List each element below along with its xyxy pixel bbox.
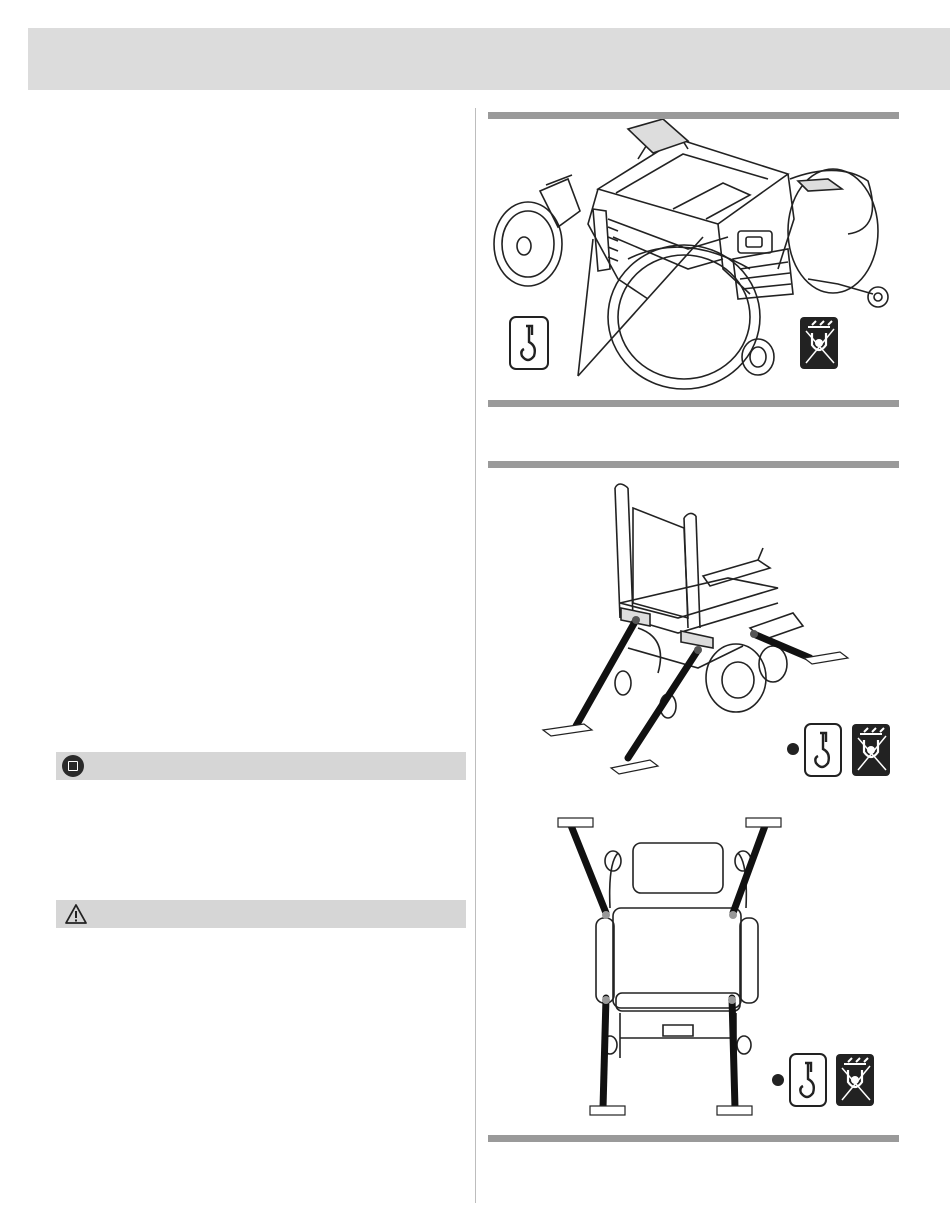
figure-a-top-rule (488, 112, 899, 119)
figure-b-bottom-rule (488, 1135, 899, 1142)
note-bar (56, 752, 466, 780)
header-band (28, 28, 950, 90)
note-square-icon (62, 755, 84, 777)
tie-down-hook-icon (790, 1054, 826, 1106)
figure-b-top-rule (488, 461, 899, 468)
column-divider (475, 108, 476, 1203)
warning-bar (56, 900, 466, 928)
figure-b-illustration (488, 468, 899, 1133)
warning-triangle-icon (64, 903, 88, 925)
figure-a-illustration (488, 119, 899, 398)
figure-a-bottom-rule (488, 400, 899, 407)
tie-down-hook-icon (510, 317, 548, 369)
no-tie-down-icon (836, 1054, 874, 1106)
no-tie-down-icon (800, 317, 838, 369)
no-tie-down-icon (852, 724, 890, 776)
tie-down-hook-icon (805, 724, 841, 776)
